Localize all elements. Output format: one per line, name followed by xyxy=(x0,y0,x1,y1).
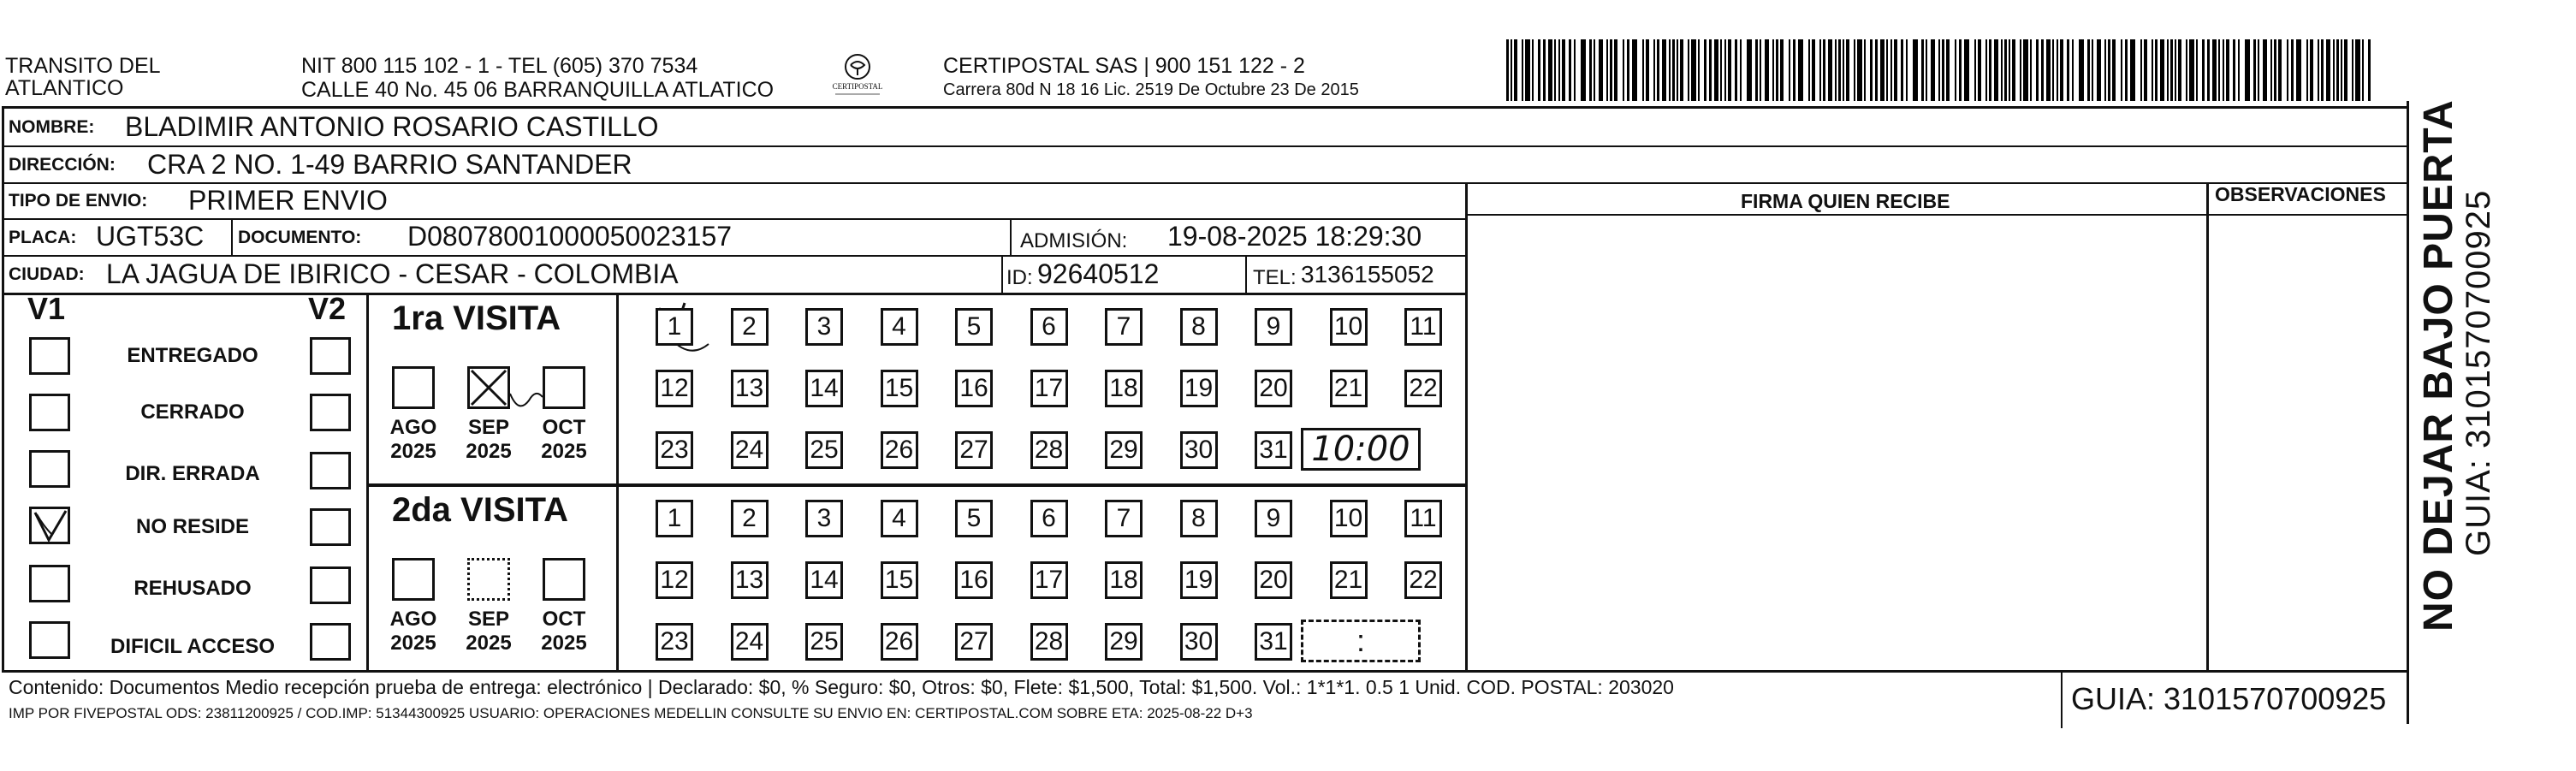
second-month-ago-checkbox[interactable] xyxy=(392,558,435,601)
second-visit-day-15[interactable]: 15 xyxy=(881,561,918,599)
v1-dir-errada-checkbox[interactable] xyxy=(29,450,70,488)
org-name xyxy=(5,53,161,101)
second-visit-day-14[interactable]: 14 xyxy=(805,561,843,599)
status-label-cerrado: CERRADO xyxy=(140,400,245,424)
first-visit-day-9[interactable]: 9 xyxy=(1255,308,1292,346)
second-visit-day-7[interactable]: 7 xyxy=(1105,500,1143,537)
first-visit-day-11[interactable]: 11 xyxy=(1404,308,1442,346)
second-visit-day-5[interactable]: 5 xyxy=(955,500,993,537)
v1-no-reside-checkbox[interactable] xyxy=(29,507,70,544)
second-visit-day-22[interactable]: 22 xyxy=(1404,561,1442,599)
first-visit-time[interactable]: 10:00 xyxy=(1301,428,1421,471)
plate-value: UGT53C xyxy=(96,221,205,252)
status-label-dir-errada: DIR. ERRADA xyxy=(125,462,260,485)
status-label-rehusado: REHUSADO xyxy=(134,577,252,600)
second-month-sep-label: SEP 2025 xyxy=(466,608,512,655)
signature-area[interactable] xyxy=(1470,217,2205,669)
second-month-oct-checkbox[interactable] xyxy=(543,558,585,601)
id-label: ID: xyxy=(1006,266,1033,289)
second-visit-day-2[interactable]: 2 xyxy=(731,500,769,537)
second-month-oct-label: OCT 2025 xyxy=(541,608,587,655)
first-visit-day-27[interactable]: 27 xyxy=(955,431,993,469)
second-visit-day-24[interactable]: 24 xyxy=(731,623,769,661)
second-visit-day-28[interactable]: 28 xyxy=(1030,623,1068,661)
second-visit-day-1[interactable]: 1 xyxy=(656,500,693,537)
check-mark-icon xyxy=(32,509,69,543)
first-visit-day-31[interactable]: 31 xyxy=(1255,431,1292,469)
address-value: CRA 2 NO. 1-49 BARRIO SANTANDER xyxy=(147,149,632,180)
second-visit-day-20[interactable]: 20 xyxy=(1255,561,1292,599)
second-visit-day-19[interactable]: 19 xyxy=(1180,561,1218,599)
company-address: Carrera 80d N 18 16 Lic. 2519 De Octubre 23 De 2015 xyxy=(943,80,1359,99)
name-value: BLADIMIR ANTONIO ROSARIO CASTILLO xyxy=(125,111,659,142)
address-line: CALLE 40 No. 45 06 BARRANQUILLA ATLATICO xyxy=(301,78,775,102)
v2-dificil-acceso-checkbox[interactable] xyxy=(310,623,351,661)
name-label: NOMBRE: xyxy=(9,117,95,137)
barcode xyxy=(1506,39,2379,101)
second-visit-day-27[interactable]: 27 xyxy=(955,623,993,661)
v1-cerrado-checkbox[interactable] xyxy=(29,394,70,431)
first-visit-day-12[interactable]: 12 xyxy=(656,370,693,407)
status-label-dificil-acceso: DIFICIL ACCESO xyxy=(110,635,275,658)
org-line2: ATLANTICO xyxy=(5,76,124,100)
send-type-label: TIPO DE ENVIO: xyxy=(9,191,148,211)
v2-cerrado-checkbox[interactable] xyxy=(310,394,351,431)
v2-dir-errada-checkbox[interactable] xyxy=(310,452,351,489)
second-visit-time[interactable]: : xyxy=(1301,620,1421,662)
city-value: LA JAGUA DE IBIRICO - CESAR - COLOMBIA xyxy=(106,258,679,289)
second-visit-day-10[interactable]: 10 xyxy=(1330,500,1368,537)
second-visit-day-8[interactable]: 8 xyxy=(1180,500,1218,537)
v2-rehusado-checkbox[interactable] xyxy=(310,566,351,604)
first-visit-day-8[interactable]: 8 xyxy=(1180,308,1218,346)
org-contact xyxy=(301,53,774,103)
v2-no-reside-checkbox[interactable] xyxy=(310,508,351,546)
first-visit-day-6[interactable]: 6 xyxy=(1030,308,1068,346)
footer-imp-line: IMP POR FIVEPOSTAL ODS: 23811200925 / COD.IMP: 51344300925 USUARIO: OPERACIONES MEDELLIN CONSULTE SU ENVIO EN: CERTIPOSTAL.COM SOBRE ETA: 2025-08-22 D+3 xyxy=(9,705,1253,721)
first-visit-day-2[interactable]: 2 xyxy=(731,308,769,346)
first-visit-day-1[interactable]: 1 xyxy=(656,308,693,346)
first-visit-day-5[interactable]: 5 xyxy=(955,308,993,346)
second-visit-day-31[interactable]: 31 xyxy=(1255,623,1292,661)
observations-header: OBSERVACIONES xyxy=(2215,183,2386,205)
admission-label: ADMISIÓN: xyxy=(1020,229,1128,252)
signature-header: FIRMA QUIEN RECIBE xyxy=(1741,190,1950,212)
certipostal-logo xyxy=(823,50,892,103)
city-label: CIUDAD: xyxy=(9,264,85,284)
first-month-oct-checkbox[interactable] xyxy=(543,366,585,409)
first-visit-day-19[interactable]: 19 xyxy=(1180,370,1218,407)
first-visit-day-7[interactable]: 7 xyxy=(1105,308,1143,346)
v2-header: V2 xyxy=(308,291,347,326)
second-visit-day-3[interactable]: 3 xyxy=(805,500,843,537)
first-visit-day-25[interactable]: 25 xyxy=(805,431,843,469)
second-visit-day-12[interactable]: 12 xyxy=(656,561,693,599)
company-line: CERTIPOSTAL SAS | 900 151 122 - 2 xyxy=(943,54,1305,78)
second-visit-day-6[interactable]: 6 xyxy=(1030,500,1068,537)
first-visit-day-28[interactable]: 28 xyxy=(1030,431,1068,469)
second-visit-day-16[interactable]: 16 xyxy=(955,561,993,599)
v2-entregado-checkbox[interactable] xyxy=(310,337,351,375)
second-visit-day-4[interactable]: 4 xyxy=(881,500,918,537)
first-visit-day-30[interactable]: 30 xyxy=(1180,431,1218,469)
first-month-sep-checkbox[interactable] xyxy=(467,366,510,409)
second-visit-day-11[interactable]: 11 xyxy=(1404,500,1442,537)
first-visit-day-10[interactable]: 10 xyxy=(1330,308,1368,346)
company-info xyxy=(943,53,1359,101)
first-visit-day-4[interactable]: 4 xyxy=(881,308,918,346)
second-visit-day-25[interactable]: 25 xyxy=(805,623,843,661)
v1-dificil-acceso-checkbox[interactable] xyxy=(29,621,70,659)
guide-vertical-text: GUIA: 3101570700925 xyxy=(2460,189,2497,556)
first-month-ago-label: AGO 2025 xyxy=(389,416,437,463)
observations-area[interactable] xyxy=(2211,217,2405,669)
status-label-no-reside: NO RESIDE xyxy=(135,515,250,538)
plate-label: PLACA: xyxy=(9,228,77,247)
second-visit-day-18[interactable]: 18 xyxy=(1105,561,1143,599)
second-month-ago-label: AGO 2025 xyxy=(389,608,437,655)
org-line1: TRANSITO DEL xyxy=(5,54,161,78)
second-visit-title: 2da VISITA xyxy=(392,491,568,529)
admission-value: 19-08-2025 18:29:30 xyxy=(1167,221,1422,252)
second-visit-day-26[interactable]: 26 xyxy=(881,623,918,661)
first-visit-day-14[interactable]: 14 xyxy=(805,370,843,407)
first-month-ago-checkbox[interactable] xyxy=(392,366,435,409)
second-visit-day-17[interactable]: 17 xyxy=(1030,561,1068,599)
first-visit-day-13[interactable]: 13 xyxy=(731,370,769,407)
footer-content-line: Contenido: Documentos Medio recepción prueba de entrega: electrónico | Declarado: $0, % Seguro: $0, Otros: $0, Flete: $1,500, Total: $1,500. Vol.: 1*1*1. 0.5 1 Unid. COD. POSTAL: 203020 xyxy=(9,676,1674,698)
second-visit-day-29[interactable]: 29 xyxy=(1105,623,1143,661)
cross-mark-icon xyxy=(470,369,507,406)
v1-header: V1 xyxy=(27,291,66,326)
logo-text: CERTIPOSTAL xyxy=(832,82,883,91)
first-visit-day-3[interactable]: 3 xyxy=(805,308,843,346)
scribble-mark-icon xyxy=(510,377,544,411)
warning-vertical-text: NO DEJAR BAJO PUERTA xyxy=(2416,99,2461,632)
nit-line: NIT 800 115 102 - 1 - TEL (605) 370 7534 xyxy=(301,54,698,78)
status-label-entregado: ENTREGADO xyxy=(127,344,258,367)
first-visit-day-21[interactable]: 21 xyxy=(1330,370,1368,407)
id-value: 92640512 xyxy=(1037,258,1160,289)
first-month-oct-label: OCT 2025 xyxy=(541,416,587,463)
first-visit-day-20[interactable]: 20 xyxy=(1255,370,1292,407)
first-visit-day-15[interactable]: 15 xyxy=(881,370,918,407)
second-visit-day-30[interactable]: 30 xyxy=(1180,623,1218,661)
v1-rehusado-checkbox[interactable] xyxy=(29,565,70,602)
first-visit-day-22[interactable]: 22 xyxy=(1404,370,1442,407)
second-visit-day-9[interactable]: 9 xyxy=(1255,500,1292,537)
second-visit-day-13[interactable]: 13 xyxy=(731,561,769,599)
first-month-sep-label: SEP 2025 xyxy=(466,416,512,463)
first-visit-day-26[interactable]: 26 xyxy=(881,431,918,469)
second-visit-day-21[interactable]: 21 xyxy=(1330,561,1368,599)
first-visit-title: 1ra VISITA xyxy=(392,300,561,337)
document-label: DOCUMENTO: xyxy=(238,228,362,247)
first-visit-day-23[interactable]: 23 xyxy=(656,431,693,469)
first-visit-day-18[interactable]: 18 xyxy=(1105,370,1143,407)
second-visit-day-23[interactable]: 23 xyxy=(656,623,693,661)
document-value: D08078001000050023157 xyxy=(407,221,733,252)
tel-label: TEL: xyxy=(1253,266,1297,289)
first-visit-day-16[interactable]: 16 xyxy=(955,370,993,407)
v1-entregado-checkbox[interactable] xyxy=(29,337,70,375)
send-type-value: PRIMER ENVIO xyxy=(188,185,388,216)
first-visit-day-29[interactable]: 29 xyxy=(1105,431,1143,469)
footer-guide-box: GUIA: 3101570700925 xyxy=(2071,681,2387,716)
first-visit-day-17[interactable]: 17 xyxy=(1030,370,1068,407)
second-month-sep-checkbox[interactable] xyxy=(467,558,510,601)
address-label: DIRECCIÓN: xyxy=(9,155,116,175)
first-visit-day-24[interactable]: 24 xyxy=(731,431,769,469)
tel-value: 3136155052 xyxy=(1301,261,1434,288)
